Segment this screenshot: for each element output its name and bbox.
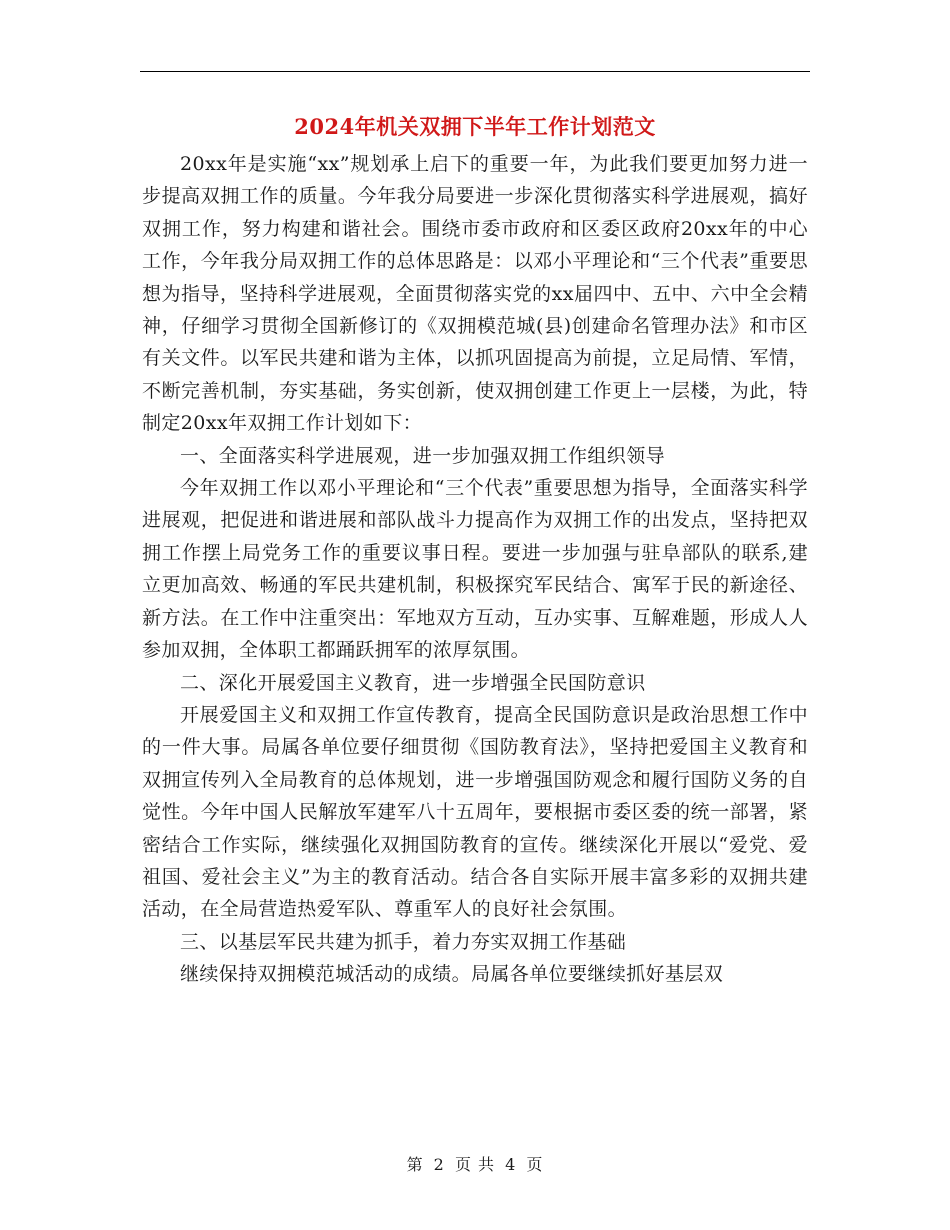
section-heading-2: 二、深化开展爱国主义教育，进一步增强全民国防意识: [180, 671, 646, 694]
section-heading-3: 三、以基层军民共建为抓手，着力夯实双拥工作基础: [180, 930, 627, 953]
header-rule: [140, 71, 810, 72]
document-body: [142, 148, 808, 991]
page-footer: [0, 1152, 950, 1175]
paragraph-section-1: 今年双拥工作以邓小平理论和“三个代表”重要思想为指导，全面落实科学进展观，把促进和谐进展和部队战斗力提高作为双拥工作的出发点，坚持把双拥工作摆上局党务工作的重要议事日程。要进一步加强与驻阜部队的联系,建立更加高效、畅通的军民共建机制，积极探究军民结合、寓军于民的新途径、新方法。在工作中注重突出：军地双方互动，互办实事、互解难题，形成人人参加双拥，全体职工都踊跃拥军的浓厚氛围。: [142, 477, 808, 662]
paragraph-intro: 20xx年是实施“xx”规划承上启下的重要一年，为此我们要更加努力进一步提高双拥工作的质量。今年我分局要进一步深化贯彻落实科学进展观，搞好双拥工作，努力构建和谐社会。围绕市委市政府和区委区政府20xx年的中心工作，今年我分局双拥工作的总体思路是：以邓小平理论和“三个代表”重要思想为指导，坚持科学进展观，全面贯彻落实党的xx届四中、五中、六中全会精神，仔细学习贯彻全国新修订的《双拥模范城(县)创建命名管理办法》和市区有关文件。以军民共建和谐为主体，以抓巩固提高为前提，立足局情、军情，不断完善机制，夯实基础，务实创新，使双拥创建工作更上一层楼，为此，特制定20xx年双拥工作计划如下：: [142, 153, 808, 435]
footer-middle: 页 共: [454, 1155, 496, 1174]
paragraph-section-2: 开展爱国主义和双拥工作宣传教育，提高全民国防意识是政治思想工作中的一件大事。局属各单位要仔细贯彻《国防教育法》，坚持把爱国主义教育和双拥宣传列入全局教育的总体规划，进一步增强国防观念和履行国防义务的自觉性。今年中国人民解放军建军八十五周年，要根据市委区委的统一部署，紧密结合工作实际，继续强化双拥国防教育的宣传。继续深化开展以“爱党、爱祖国、爱社会主义”为主的教育活动。结合各自实际开展丰富多彩的双拥共建活动，在全局营造热爱军队、尊重军人的良好社会氛围。: [142, 703, 808, 921]
footer-page-number: 2: [433, 1155, 445, 1174]
section-heading-1: 一、全面落实科学进展观，进一步加强双拥工作组织领导: [180, 444, 666, 467]
document-title: 2024年机关双拥下半年工作计划范文: [294, 114, 656, 139]
paragraph-section-3: 继续保持双拥模范城活动的成绩。局属各单位要继续抓好基层双: [180, 963, 724, 986]
footer-suffix: 页: [526, 1155, 544, 1174]
footer-total-pages: 4: [505, 1155, 517, 1174]
footer-prefix: 第: [406, 1155, 424, 1174]
